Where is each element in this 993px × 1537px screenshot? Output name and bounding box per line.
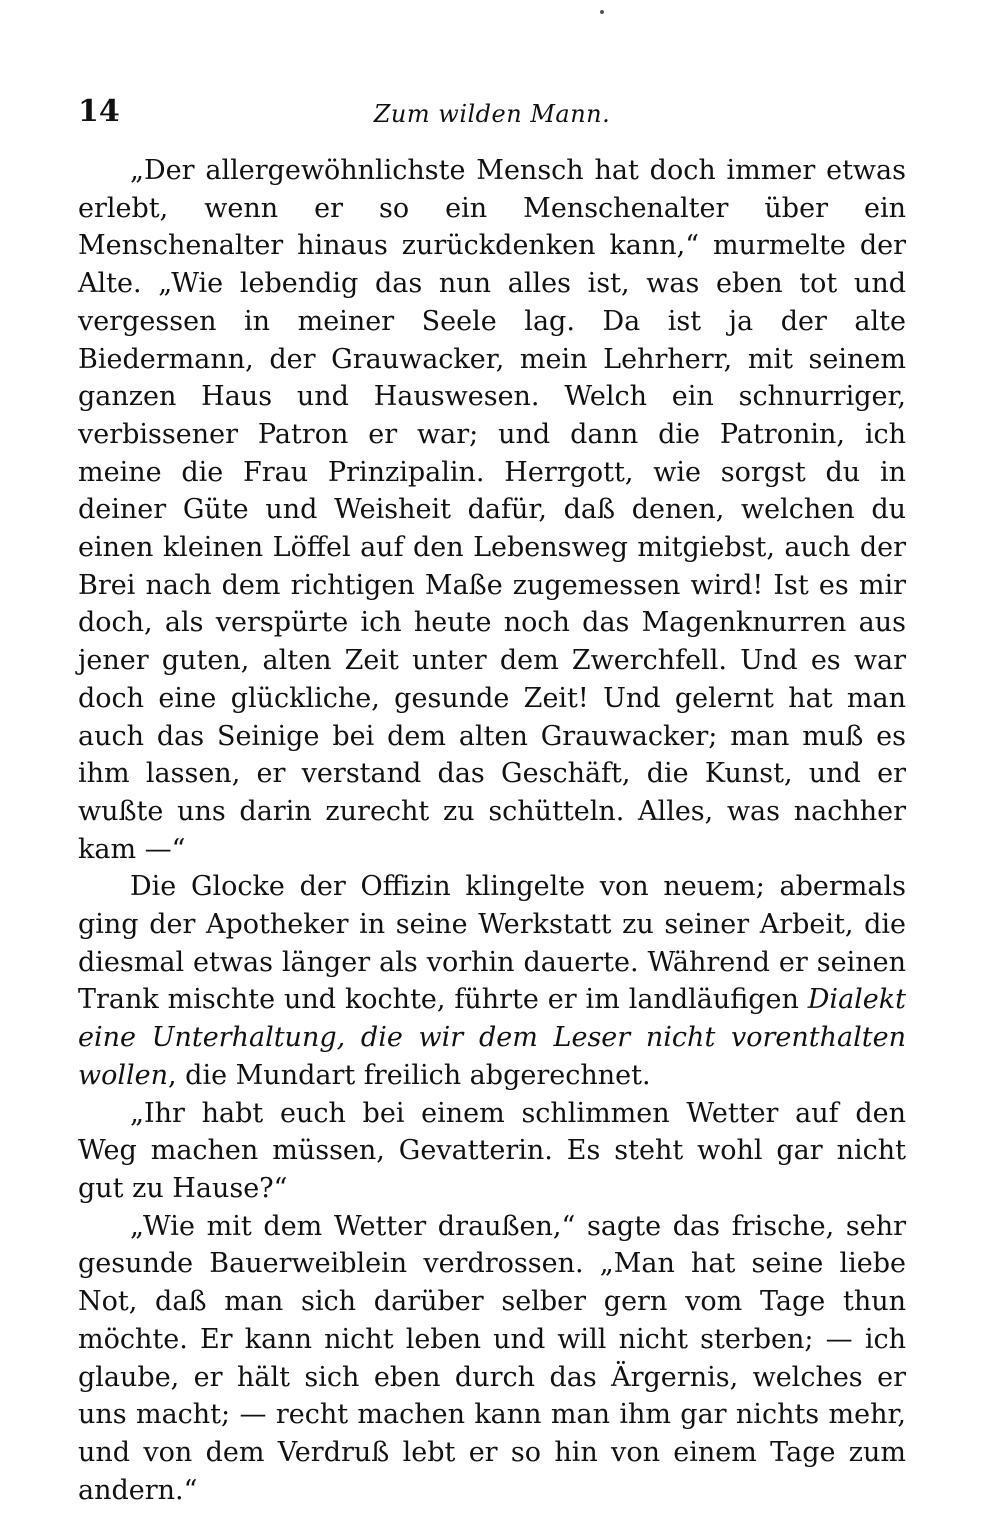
narration-text-end: , die Mundart freilich abgerechnet.	[168, 1059, 651, 1091]
paragraph-reply: „Wie mit dem Wetter draußen,“ sagte das frische, sehr gesunde Bauerweiblein verdrossen. „Man hat seine liebe Not, daß man sich darüber selber gern vom Tage thun möchte. Er kann nicht leben und will nicht sterben; — ich glaube, er hält sich eben durch das Ärgernis, welches er uns macht; — recht machen kann man ihm gar nichts mehr, und von dem Verdruß lebt er so hin von einem Tage zum andern.“	[78, 1210, 906, 1506]
page-number: 14	[78, 94, 120, 129]
dialect-emphasis: Dialekt eine Unterhaltung, die wir dem Leser nicht vorenthalten wollen	[78, 984, 906, 1091]
narration-text: Die Glocke der Offizin klingelte von neuem; abermals ging der Apotheker in seine Werkstatt zu seiner Arbeit, die diesmal etwas länger als vorhin dauerte. Während er seinen Trank mischte und kochte, führte er im landläufigen	[78, 871, 906, 1016]
page-header	[78, 94, 906, 134]
paragraph-monologue: „Der allergewöhnlichste Mensch hat doch immer etwas erlebt, wenn er so ein Menschenalter über ein Menschenalter hinaus zurückdenken kann,“ murmelte der Alte. „Wie lebendig das nun alles ist, was eben tot und vergessen in meiner Seele lag. Da ist ja der alte Biedermann, der Grauwacker, mein Lehrherr, mit seinem ganzen Haus und Hauswesen. Welch ein schnurriger, verbissener Patron er war; und dann die Patronin, ich meine die Frau Prinzipalin. Herrgott, wie sorgst du in deiner Güte und Weisheit dafür, daß denen, welchen du einen kleinen Löffel auf den Lebensweg mitgiebst, auch der Brei nach dem richtigen Maße zugemessen wird! Ist es mir doch, als verspürte ich heute noch das Magenknurren aus jener guten, alten Zeit unter dem Zwerchfell. Und es war doch eine glückliche, gesunde Zeit! Und gelernt hat man auch das Seinige bei dem alten Grauwacker; man muß es ihm lassen, er verstand das Geschäft, die Kunst, und er wußte uns darin zurecht zu schütteln. Alles, was nachher kam —“	[78, 155, 906, 865]
paragraph-narration	[78, 868, 906, 1094]
paragraph-question: „Ihr habt euch bei einem schlimmen Wetter auf den Weg machen müssen, Gevatterin. Es steht wohl gar nicht gut zu Hause?“	[78, 1097, 906, 1204]
body-text	[78, 152, 906, 1509]
print-speck	[600, 10, 604, 14]
running-title: Zum wilden Mann.	[373, 100, 611, 128]
